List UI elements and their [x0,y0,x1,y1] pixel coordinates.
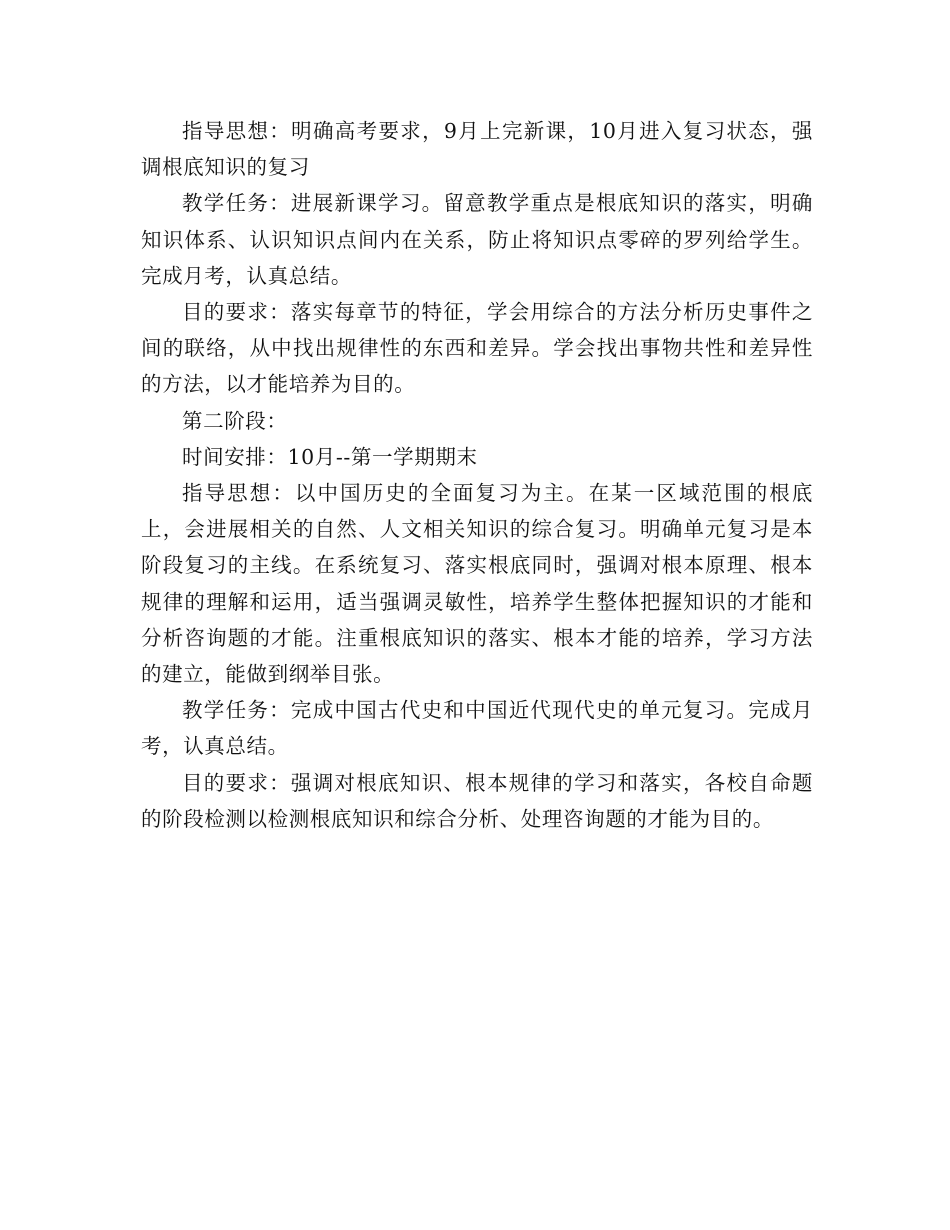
paragraph-teaching-task-2: 教学任务：完成中国古代史和中国近代现代史的单元复习。完成月考，认真总结。 [141,698,813,759]
paragraph-guiding-thought-1: 指导思想：明确高考要求，9月上完新课，10月进入复习状态，强调根底知识的复习 [141,119,813,180]
paragraph-guiding-thought-2: 指导思想：以中国历史的全面复习为主。在某一区域范围的根底上，会进展相关的自然、人文相关知识的综合复习。明确单元复习是本阶段复习的主线。在系统复习、落实根底同时，强调对根本原理、根本规律的理解和运用，适当强调灵敏性，培养学生整体把握知识的才能和分析咨询题的才能。注重根底知识的落实、根本才能的培养，学习方法的建立，能做到纲举目张。 [141,481,813,687]
paragraph-schedule: 时间安排：10月--第一学期期末 [182,444,478,469]
section-heading-stage-two: 第二阶段： [182,408,288,433]
paragraph-objective-1: 目的要求：落实每章节的特征，学会用综合的方法分析历史事件之间的联络，从中找出规律性的东西和差异。学会找出事物共性和差异性的方法，以才能培养为目的。 [141,300,813,397]
paragraph-objective-2: 目的要求：强调对根底知识、根本规律的学习和落实，各校自命题的阶段检测以检测根底知识和综合分析、处理咨询题的才能为目的。 [141,770,813,831]
paragraph-teaching-task-1: 教学任务：进展新课学习。留意教学重点是根底知识的落实，明确知识体系、认识知识点间内在关系，防止将知识点零碎的罗列给学生。完成月考，认真总结。 [141,191,813,288]
document-body [141,113,813,837]
